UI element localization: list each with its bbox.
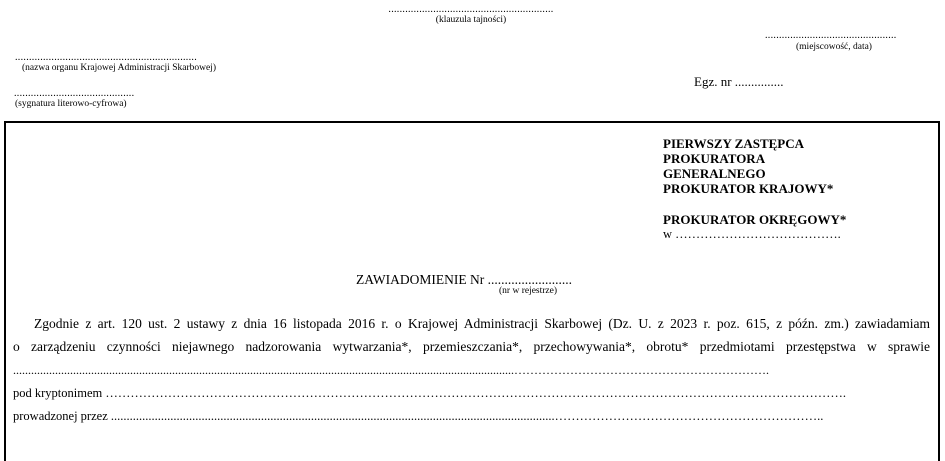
kryptonim-line: pod kryptonimem …………………………………………………………………………………………………………………………………………………………….	[13, 386, 846, 400]
prowadzonej-line: prowadzonej przez ..............................................................................................................................................………………………………………………………..	[13, 409, 824, 423]
addressee-block	[663, 136, 846, 242]
addressee-place: w ………………………………….	[663, 227, 841, 241]
body-paragraph-line: o zarządzeniu czynności niejawnego nadzorowania wytwarzania*, przemieszczania*, przechowywania*, obrotu* przedmiotami przestępstwa w sprawie	[13, 339, 930, 354]
organ-dots: .................................................................	[15, 52, 197, 63]
notice-subtitle: (nr w rejestrze)	[499, 286, 558, 296]
sygnatura-dots: ...........................................	[14, 88, 135, 99]
addressee-line: PIERWSZY ZASTĘPCA	[663, 136, 805, 151]
miejscowosc-dots: ...............................................	[765, 30, 897, 41]
organ-label: (nazwa organu Krajowej Administracji Skarbowej)	[22, 63, 216, 73]
miejscowosc-label: (miejscowość, data)	[796, 42, 872, 52]
addressee-line: GENERALNEGO	[663, 166, 766, 181]
klauzula-dots: ...........................................................	[388, 4, 554, 15]
klauzula-label: (klauzula tajności)	[435, 15, 507, 25]
body-paragraph-line: Zgodnie z art. 120 ust. 2 ustawy z dnia 16 listopada 2016 r. o Krajowej Administracji Skarbowej (Dz. U. z 2023 r. poz. 615, z późn. zm.) zawiadamiam	[34, 316, 930, 331]
addressee-line: PROKURATOR OKRĘGOWY*	[663, 212, 847, 227]
addressee-line: PROKURATORA	[663, 151, 766, 166]
egz-number: Egz. nr ...............	[694, 74, 784, 89]
notice-title: ZAWIADOMIENIE Nr .........................	[356, 272, 573, 287]
sygnatura-label: (sygnatura literowo-cyfrowa)	[15, 99, 127, 109]
addressee-line: PROKURATOR KRAJOWY*	[663, 181, 834, 196]
case-dots-line: .......................................................................................................................................................................……………………………………………………….	[13, 363, 769, 377]
